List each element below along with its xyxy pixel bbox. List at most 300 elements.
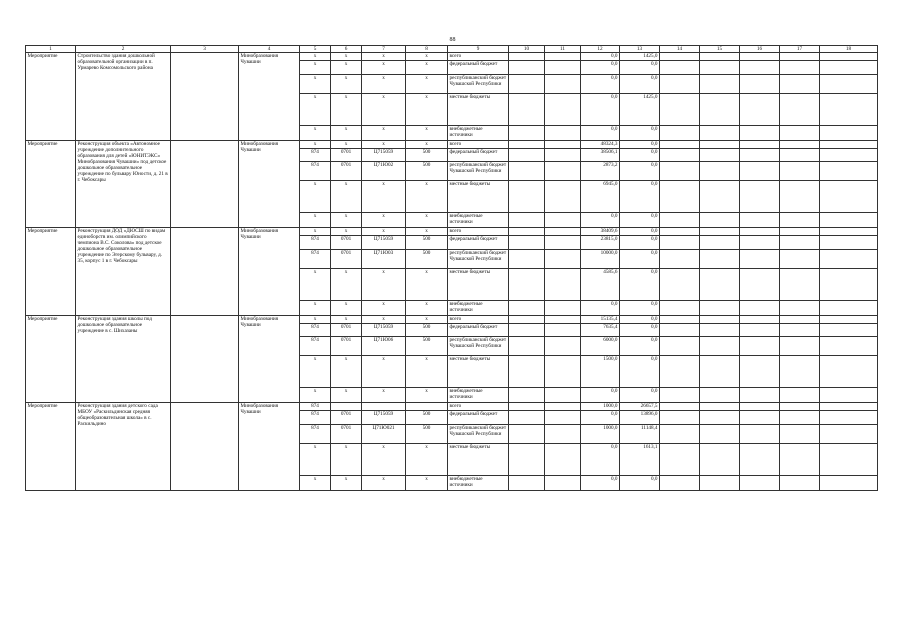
value-cell: 1613,1 [620, 443, 660, 475]
empty-cell [780, 300, 820, 315]
grbs-cell: x [300, 300, 331, 315]
section-cell: x [331, 93, 362, 125]
empty-cell [700, 475, 740, 490]
empty-cell [171, 228, 239, 316]
value-cell: 7635,4 [581, 323, 620, 337]
column-number-cell: 11 [545, 46, 581, 53]
target-article-cell: x [362, 213, 406, 228]
empty-cell [700, 300, 740, 315]
empty-cell [740, 74, 780, 93]
target-article-cell: x [362, 356, 406, 388]
funding-source-cell: местные бюджеты [448, 93, 509, 125]
empty-cell [780, 162, 820, 181]
empty-cell [509, 74, 545, 93]
empty-cell [820, 125, 878, 140]
empty-cell [740, 140, 780, 148]
empty-cell [545, 443, 581, 475]
empty-cell [700, 249, 740, 268]
empty-cell [700, 140, 740, 148]
value-cell: 0,0 [620, 236, 660, 250]
funding-source-cell: республиканский бюджет Чувашской Республики [448, 337, 509, 356]
target-article-cell: x [362, 140, 406, 148]
empty-cell [509, 181, 545, 213]
value-cell: 23815,0 [581, 236, 620, 250]
value-cell: 0,0 [620, 388, 660, 403]
empty-cell [545, 93, 581, 125]
funding-source-cell: внебюджетные источники [448, 125, 509, 140]
grbs-cell: x [300, 53, 331, 61]
value-cell: 26657,5 [620, 403, 660, 411]
empty-cell [700, 337, 740, 356]
empty-cell [660, 268, 700, 300]
empty-cell [545, 475, 581, 490]
empty-cell [780, 61, 820, 75]
table-row [26, 403, 878, 411]
empty-cell [171, 403, 239, 491]
section-cell: x [331, 61, 362, 75]
funding-source-cell: республиканский бюджет Чувашской Республики [448, 249, 509, 268]
empty-cell [660, 443, 700, 475]
value-cell: 0,0 [620, 162, 660, 181]
empty-cell [545, 228, 581, 236]
empty-cell [700, 53, 740, 61]
value-cell: 6000,0 [581, 337, 620, 356]
empty-cell [509, 475, 545, 490]
empty-cell [780, 388, 820, 403]
table-row [26, 140, 878, 148]
empty-cell [545, 236, 581, 250]
funding-source-cell: республиканский бюджет Чувашской Республики [448, 424, 509, 443]
empty-cell [780, 424, 820, 443]
expense-type-cell: x [406, 125, 448, 140]
section-cell: x [331, 315, 362, 323]
empty-cell [509, 315, 545, 323]
activity-type-cell: Мероприятие [26, 53, 76, 141]
target-article-cell: Ц71Ю03 [362, 249, 406, 268]
page-number: 88 [449, 37, 456, 43]
empty-cell [660, 93, 700, 125]
empty-cell [509, 268, 545, 300]
section-cell: x [331, 181, 362, 213]
empty-cell [660, 249, 700, 268]
empty-cell [780, 411, 820, 425]
empty-cell [545, 148, 581, 162]
empty-cell [820, 140, 878, 148]
empty-cell [740, 228, 780, 236]
empty-cell [509, 148, 545, 162]
value-cell: 10000,0 [581, 249, 620, 268]
funding-source-cell: всего [448, 315, 509, 323]
grbs-cell: 874 [300, 148, 331, 162]
empty-cell [509, 162, 545, 181]
empty-cell [740, 315, 780, 323]
empty-cell [545, 403, 581, 411]
empty-cell [509, 323, 545, 337]
empty-cell [780, 53, 820, 61]
value-cell: 0,0 [620, 356, 660, 388]
value-cell: 0,0 [620, 181, 660, 213]
grbs-cell: 874 [300, 411, 331, 425]
funding-source-cell: республиканский бюджет Чувашской Республики [448, 162, 509, 181]
value-cell: 13896,0 [620, 411, 660, 425]
empty-cell [700, 268, 740, 300]
empty-cell [509, 125, 545, 140]
expense-type-cell: x [406, 268, 448, 300]
section-cell: x [331, 268, 362, 300]
empty-cell [700, 236, 740, 250]
empty-cell [509, 249, 545, 268]
empty-cell [820, 356, 878, 388]
value-cell: 0,0 [581, 475, 620, 490]
funding-source-cell: всего [448, 403, 509, 411]
empty-cell [509, 61, 545, 75]
activity-type-cell: Мероприятие [26, 140, 76, 228]
target-article-cell: Ц715059 [362, 236, 406, 250]
empty-cell [509, 411, 545, 425]
empty-cell [700, 424, 740, 443]
empty-cell [700, 61, 740, 75]
expense-type-cell: 500 [406, 424, 448, 443]
empty-cell [740, 475, 780, 490]
executor-cell: Минобразования Чувашии [239, 53, 300, 141]
expense-type-cell: 500 [406, 337, 448, 356]
column-number-cell: 6 [331, 46, 362, 53]
empty-cell [509, 53, 545, 61]
empty-cell [820, 236, 878, 250]
empty-cell [509, 443, 545, 475]
value-cell: 1000,0 [581, 403, 620, 411]
target-article-cell: x [362, 125, 406, 140]
expense-type-cell: 500 [406, 411, 448, 425]
target-article-cell: x [362, 388, 406, 403]
empty-cell [660, 388, 700, 403]
target-article-cell: x [362, 181, 406, 213]
activity-type-cell: Мероприятие [26, 403, 76, 491]
value-cell: 0,0 [620, 228, 660, 236]
value-cell: 0,0 [581, 300, 620, 315]
target-article-cell: x [362, 53, 406, 61]
expense-type-cell: x [406, 356, 448, 388]
column-number-cell: 1 [26, 46, 76, 53]
activity-name-cell: Реконструкция объекта «Автономное учреждение дополнительного образования для детей «ЮНИТЭКС» Минобразования Чувашии» под детское дошкольное образовательное учреждение по бульвару Юности, д. 21 в г. Чебоксары [76, 140, 171, 228]
value-cell: 0,0 [620, 300, 660, 315]
empty-cell [820, 475, 878, 490]
executor-cell: Минобразования Чувашии [239, 315, 300, 403]
empty-cell [820, 315, 878, 323]
empty-cell [740, 53, 780, 61]
grbs-cell: x [300, 356, 331, 388]
funding-source-cell: местные бюджеты [448, 268, 509, 300]
empty-cell [660, 181, 700, 213]
column-number-cell: 12 [581, 46, 620, 53]
grbs-cell: x [300, 61, 331, 75]
section-cell: 0701 [331, 337, 362, 356]
grbs-cell: x [300, 213, 331, 228]
section-cell: 0701 [331, 424, 362, 443]
value-cell: 11148,4 [620, 424, 660, 443]
empty-cell [820, 411, 878, 425]
empty-cell [700, 162, 740, 181]
empty-cell [740, 148, 780, 162]
target-article-cell: x [362, 74, 406, 93]
empty-cell [820, 337, 878, 356]
section-cell: 0701 [331, 236, 362, 250]
budget-table [25, 45, 878, 491]
empty-cell [780, 140, 820, 148]
target-article-cell: Ц715059 [362, 411, 406, 425]
executor-cell: Минобразования Чувашии [239, 140, 300, 228]
empty-cell [509, 228, 545, 236]
grbs-cell: x [300, 268, 331, 300]
target-article-cell: x [362, 475, 406, 490]
section-cell: 0701 [331, 148, 362, 162]
empty-cell [700, 403, 740, 411]
value-cell: 0,0 [581, 388, 620, 403]
empty-cell [545, 61, 581, 75]
value-cell: 1425,0 [620, 53, 660, 61]
empty-cell [660, 228, 700, 236]
empty-cell [545, 268, 581, 300]
empty-cell [700, 74, 740, 93]
target-article-cell: x [362, 93, 406, 125]
empty-cell [780, 268, 820, 300]
empty-cell [545, 356, 581, 388]
target-article-cell: x [362, 268, 406, 300]
section-cell: 0701 [331, 411, 362, 425]
expense-type-cell: 500 [406, 148, 448, 162]
empty-cell [780, 125, 820, 140]
value-cell: 0,0 [620, 125, 660, 140]
column-number-cell: 10 [509, 46, 545, 53]
activity-name-cell: Реконструкция ДОД «ДЮСШ по видам единоборств им. олимпийского чемпиона В.С. Соколова» под детское дошкольное образовательное учреждение по Эгерскому бульвару, д. 35, корпус 1 в г. Чебоксары [76, 228, 171, 316]
empty-cell [660, 315, 700, 323]
empty-cell [700, 315, 740, 323]
empty-cell [740, 300, 780, 315]
empty-cell [820, 300, 878, 315]
empty-cell [740, 356, 780, 388]
empty-cell [780, 236, 820, 250]
empty-cell [700, 213, 740, 228]
empty-cell [700, 356, 740, 388]
grbs-cell: 874 [300, 323, 331, 337]
expense-type-cell: x [406, 300, 448, 315]
expense-type-cell: 500 [406, 249, 448, 268]
funding-source-cell: местные бюджеты [448, 356, 509, 388]
empty-cell [509, 140, 545, 148]
empty-cell [780, 74, 820, 93]
empty-cell [780, 213, 820, 228]
column-number-cell: 9 [448, 46, 509, 53]
empty-cell [545, 140, 581, 148]
column-number-cell: 7 [362, 46, 406, 53]
empty-cell [509, 424, 545, 443]
empty-cell [545, 249, 581, 268]
empty-cell [700, 443, 740, 475]
empty-cell [700, 323, 740, 337]
value-cell: 4585,6 [581, 268, 620, 300]
empty-cell [545, 125, 581, 140]
empty-cell [171, 53, 239, 141]
expense-type-cell: x [406, 213, 448, 228]
empty-cell [545, 74, 581, 93]
activity-type-cell: Мероприятие [26, 315, 76, 403]
value-cell: 0,0 [620, 337, 660, 356]
funding-source-cell: внебюджетные источники [448, 300, 509, 315]
empty-cell [780, 356, 820, 388]
empty-cell [740, 93, 780, 125]
value-cell: 15135,4 [581, 315, 620, 323]
empty-cell [509, 388, 545, 403]
expense-type-cell: x [406, 228, 448, 236]
column-number-cell: 13 [620, 46, 660, 53]
empty-cell [820, 162, 878, 181]
target-article-cell: x [362, 61, 406, 75]
executor-cell: Минобразования Чувашии [239, 228, 300, 316]
target-article-cell: Ц715059 [362, 323, 406, 337]
grbs-cell: x [300, 443, 331, 475]
section-cell: x [331, 213, 362, 228]
expense-type-cell: x [406, 475, 448, 490]
value-cell: 0,0 [581, 125, 620, 140]
expense-type-cell: x [406, 53, 448, 61]
target-article-cell: x [362, 228, 406, 236]
section-cell [331, 403, 362, 411]
funding-source-cell: всего [448, 53, 509, 61]
value-cell: 0,0 [620, 74, 660, 93]
empty-cell [740, 388, 780, 403]
value-cell: 0,0 [581, 213, 620, 228]
column-number-cell: 18 [820, 46, 878, 53]
empty-cell [820, 61, 878, 75]
empty-cell [820, 249, 878, 268]
value-cell: 38409,6 [581, 228, 620, 236]
empty-cell [780, 181, 820, 213]
grbs-cell: x [300, 228, 331, 236]
target-article-cell: Ц71Ю06 [362, 337, 406, 356]
expense-type-cell: 500 [406, 236, 448, 250]
empty-cell [660, 300, 700, 315]
empty-cell [740, 411, 780, 425]
section-cell: x [331, 475, 362, 490]
empty-cell [820, 53, 878, 61]
empty-cell [780, 249, 820, 268]
empty-cell [660, 424, 700, 443]
grbs-cell: x [300, 388, 331, 403]
empty-cell [700, 181, 740, 213]
target-article-cell: x [362, 443, 406, 475]
column-number-cell: 16 [740, 46, 780, 53]
empty-cell [740, 61, 780, 75]
grbs-cell: x [300, 140, 331, 148]
section-cell: x [331, 53, 362, 61]
empty-cell [780, 93, 820, 125]
empty-cell [780, 337, 820, 356]
empty-cell [820, 268, 878, 300]
section-cell: x [331, 356, 362, 388]
empty-cell [820, 424, 878, 443]
empty-cell [509, 236, 545, 250]
empty-cell [545, 337, 581, 356]
empty-cell [740, 403, 780, 411]
column-number-cell: 17 [780, 46, 820, 53]
grbs-cell: x [300, 93, 331, 125]
table-row [26, 315, 878, 323]
value-cell: 1425,0 [620, 93, 660, 125]
empty-cell [780, 403, 820, 411]
empty-cell [700, 93, 740, 125]
empty-cell [780, 315, 820, 323]
empty-cell [820, 228, 878, 236]
activity-name-cell: Реконструкция здания школы под дошкольное образовательное учреждение в с. Шихазаны [76, 315, 171, 403]
funding-source-cell: местные бюджеты [448, 443, 509, 475]
empty-cell [545, 162, 581, 181]
funding-source-cell: местные бюджеты [448, 181, 509, 213]
activity-name-cell: Реконструкция здания детского сада МБОУ «Раскильдинская средняя общеобразовательная школа» в с. Раскильдино [76, 403, 171, 491]
expense-type-cell: x [406, 61, 448, 75]
value-cell: 0,0 [620, 249, 660, 268]
value-cell: 0,0 [620, 315, 660, 323]
funding-source-cell: республиканский бюджет Чувашской Республики [448, 74, 509, 93]
value-cell: 0,0 [620, 323, 660, 337]
grbs-cell: x [300, 475, 331, 490]
grbs-cell: x [300, 181, 331, 213]
value-cell: 0,0 [581, 93, 620, 125]
table-row [26, 228, 878, 236]
empty-cell [740, 443, 780, 475]
empty-cell [660, 125, 700, 140]
empty-cell [780, 323, 820, 337]
empty-cell [780, 475, 820, 490]
value-cell: 48324,3 [581, 140, 620, 148]
value-cell: 0,0 [620, 268, 660, 300]
funding-source-cell: всего [448, 228, 509, 236]
empty-cell [660, 323, 700, 337]
column-number-cell: 8 [406, 46, 448, 53]
empty-cell [171, 140, 239, 228]
value-cell: 2873,2 [581, 162, 620, 181]
empty-cell [660, 61, 700, 75]
empty-cell [509, 337, 545, 356]
grbs-cell: 874 [300, 337, 331, 356]
target-article-cell: Ц715059 [362, 148, 406, 162]
empty-cell [740, 424, 780, 443]
column-number-cell: 3 [171, 46, 239, 53]
empty-cell [740, 236, 780, 250]
empty-cell [660, 356, 700, 388]
expense-type-cell: x [406, 140, 448, 148]
value-cell: 6945,0 [581, 181, 620, 213]
empty-cell [660, 74, 700, 93]
empty-cell [780, 228, 820, 236]
value-cell: 0,0 [581, 53, 620, 61]
empty-cell [700, 228, 740, 236]
section-cell: 0701 [331, 249, 362, 268]
empty-cell [820, 213, 878, 228]
empty-cell [700, 388, 740, 403]
funding-source-cell: внебюджетные источники [448, 213, 509, 228]
empty-cell [545, 213, 581, 228]
empty-cell [545, 300, 581, 315]
target-article-cell: x [362, 300, 406, 315]
empty-cell [740, 162, 780, 181]
column-number-row [26, 46, 878, 53]
value-cell: 0,0 [620, 61, 660, 75]
target-article-cell [362, 403, 406, 411]
value-cell: 0,0 [620, 148, 660, 162]
value-cell: 0,0 [620, 140, 660, 148]
funding-source-cell: федеральный бюджет [448, 148, 509, 162]
empty-cell [820, 403, 878, 411]
